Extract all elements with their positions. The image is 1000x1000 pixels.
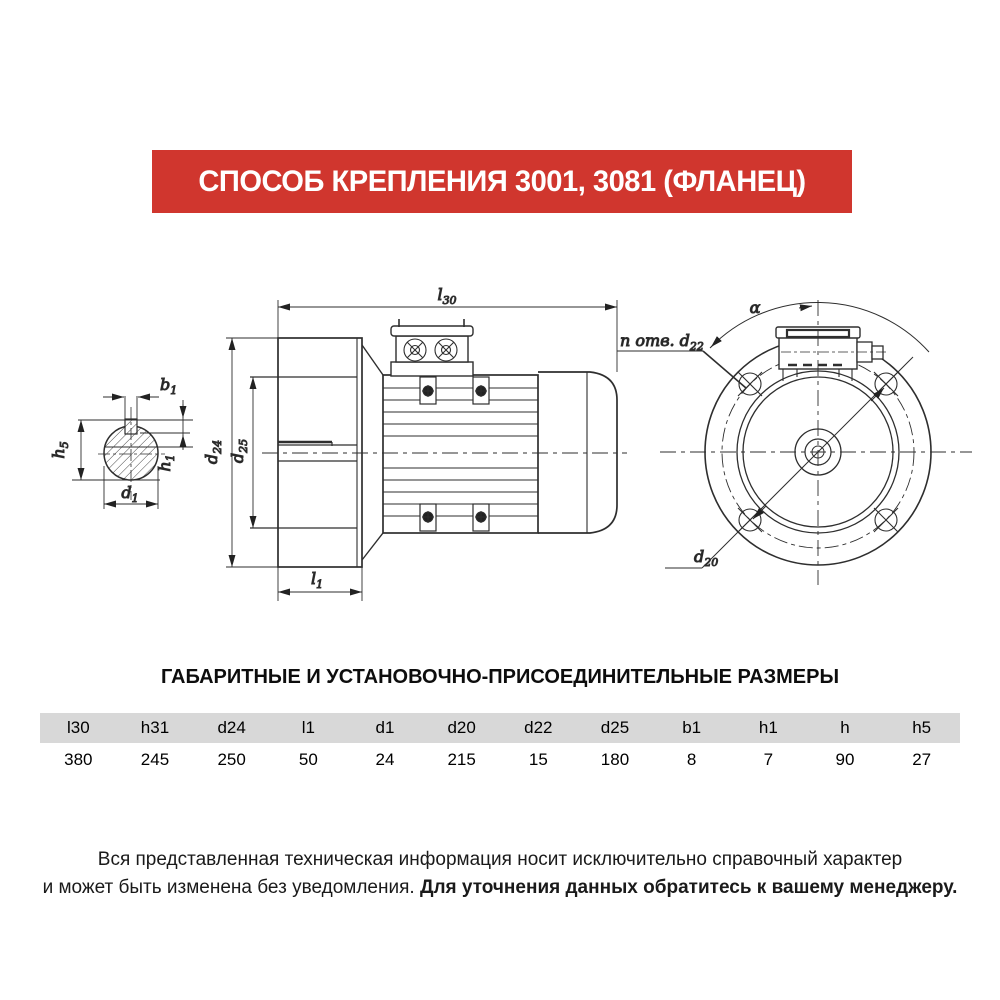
table-value-cell: 27 xyxy=(883,743,960,776)
disclaimer-line1: Вся представленная техническая информация носит исключительно справочный характер xyxy=(97,849,903,870)
dim-label-d25: $d_{25}$ xyxy=(228,438,250,464)
disclaimer-line2-regular: и может быть изменена без уведомления. xyxy=(42,877,420,898)
dim-label-b1: $b_1$ xyxy=(160,375,178,397)
table-header-cell: l1 xyxy=(270,713,347,743)
table-header-cell: l30 xyxy=(40,713,117,743)
dim-label-l1: $l_1$ xyxy=(310,569,324,591)
table-header-cell: d25 xyxy=(577,713,654,743)
table-value-cell: 250 xyxy=(193,743,270,776)
table-value-cell: 90 xyxy=(807,743,884,776)
table-value-cell: 215 xyxy=(423,743,500,776)
flange-front-view xyxy=(617,298,972,585)
dim-label-d24: $d_{24}$ xyxy=(202,439,224,465)
table-value-cell: 8 xyxy=(653,743,730,776)
table-value-cell: 180 xyxy=(577,743,654,776)
table-value-cell: 245 xyxy=(117,743,194,776)
table-value-cell: 380 xyxy=(40,743,117,776)
table-header-cell: d22 xyxy=(500,713,577,743)
motor-side-view xyxy=(202,285,627,601)
disclaimer xyxy=(0,846,1000,902)
disclaimer-line2 xyxy=(0,874,1000,902)
table-value-cell: 15 xyxy=(500,743,577,776)
section-title: ГАБАРИТНЫЕ И УСТАНОВОЧНО-ПРИСОЕДИНИТЕЛЬНЫЕ РАЗМЕРЫ xyxy=(160,666,840,688)
terminal-box-side xyxy=(391,319,473,376)
shaft-section-view xyxy=(49,375,193,509)
page-title: СПОСОБ КРЕПЛЕНИЯ 3001, 3081 (ФЛАНЕЦ) xyxy=(198,164,806,198)
disclaimer-line2-bold: Для уточнения данных обратитесь к вашему менеджеру. xyxy=(419,877,958,898)
dim-label-h5: $h_5$ xyxy=(49,441,71,459)
table-header-cell: h31 xyxy=(117,713,194,743)
dim-label-d1: $d_1$ xyxy=(121,483,139,505)
dimensions-table xyxy=(40,713,960,776)
table-value-cell: 50 xyxy=(270,743,347,776)
table-header-cell: b1 xyxy=(653,713,730,743)
table-header-cell: h xyxy=(807,713,884,743)
dim-label-d20: $d_{20}$ xyxy=(694,547,719,569)
table-value-cell: 24 xyxy=(347,743,424,776)
dim-label-h1: $h_1$ xyxy=(155,454,177,472)
table-header-row xyxy=(40,713,960,743)
table-values-row xyxy=(40,743,960,776)
table-value-cell: 7 xyxy=(730,743,807,776)
dim-label-n-holes-d22: n отв. $d_{22}$ xyxy=(620,331,704,353)
table-header-cell: d24 xyxy=(193,713,270,743)
table-header-cell: h5 xyxy=(883,713,960,743)
table-header-cell: d1 xyxy=(347,713,424,743)
terminal-box-front xyxy=(776,327,886,381)
dim-label-l30: $l_{30}$ xyxy=(437,285,457,307)
dim-label-alpha: α xyxy=(749,298,761,317)
table-header-cell: d20 xyxy=(423,713,500,743)
table-header-cell: h1 xyxy=(730,713,807,743)
